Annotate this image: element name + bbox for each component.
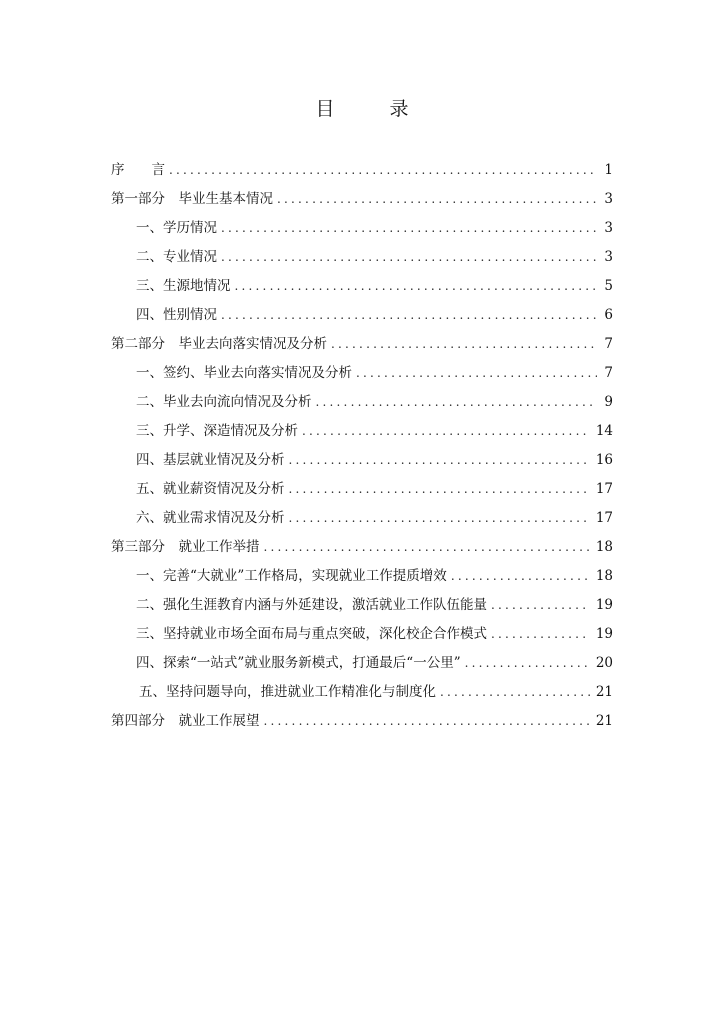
toc-entry-label: 三、升学、深造情况及分析 — [136, 423, 298, 439]
toc-entry[interactable] — [111, 388, 613, 417]
toc-entry-label: 一、学历情况 — [136, 220, 217, 236]
toc-page-number: 21 — [595, 713, 613, 729]
toc-entry-label: 四、基层就业情况及分析 — [136, 452, 285, 468]
toc-entry[interactable] — [111, 475, 613, 504]
toc-entry[interactable] — [111, 591, 613, 620]
toc-entry-label: 二、毕业去向流向情况及分析 — [136, 394, 312, 410]
toc-dot-leader — [277, 185, 597, 214]
toc-page-number: 14 — [595, 423, 613, 439]
toc-page-number: 6 — [604, 307, 613, 323]
toc-dot-leader — [302, 417, 590, 446]
toc-page-number: 19 — [595, 597, 613, 613]
toc-page-number: 1 — [604, 162, 613, 178]
toc-entry-label: 三、生源地情况 — [136, 278, 231, 294]
toc-entry[interactable] — [111, 678, 613, 707]
toc-page-number: 9 — [604, 394, 613, 410]
toc-entry-label: 二、专业情况 — [136, 249, 217, 265]
toc-dot-leader — [451, 562, 590, 591]
toc-page-number: 3 — [604, 191, 613, 207]
toc-entry[interactable] — [111, 214, 613, 243]
toc-entry[interactable] — [111, 533, 613, 562]
toc-entry[interactable] — [111, 243, 613, 272]
toc-entry[interactable] — [111, 330, 613, 359]
toc-list — [111, 156, 613, 736]
toc-page-number: 16 — [595, 452, 613, 468]
toc-page-number: 5 — [604, 278, 613, 294]
toc-entry[interactable] — [111, 620, 613, 649]
toc-entry-label: 一、完善“大就业”工作格局，实现就业工作提质增效 — [136, 568, 447, 584]
toc-page-number: 7 — [604, 365, 613, 381]
toc-entry[interactable] — [111, 272, 613, 301]
toc-entry[interactable] — [111, 562, 613, 591]
toc-entry-label: 五、就业薪资情况及分析 — [136, 481, 285, 497]
toc-dot-leader — [491, 620, 590, 649]
toc-page-number: 3 — [604, 220, 613, 236]
toc-dot-leader — [316, 388, 598, 417]
toc-dot-leader — [440, 678, 590, 707]
toc-entry[interactable] — [111, 649, 613, 678]
toc-entry[interactable] — [111, 707, 613, 736]
toc-entry-label: 二、强化生涯教育内涵与外延建设，激活就业工作队伍能量 — [136, 597, 487, 613]
toc-entry-label: 第二部分 毕业去向落实情况及分析 — [111, 336, 327, 352]
toc-page-number: 17 — [595, 510, 613, 526]
toc-page-number: 18 — [595, 568, 613, 584]
toc-dot-leader — [264, 707, 590, 736]
toc-page-number: 3 — [604, 249, 613, 265]
toc-page-number: 17 — [595, 481, 613, 497]
toc-dot-leader — [289, 504, 590, 533]
toc-page-number: 20 — [595, 655, 613, 671]
toc-entry[interactable] — [111, 301, 613, 330]
toc-entry-label: 五、坚持问题导向，推进就业工作精准化与制度化 — [139, 684, 436, 700]
toc-entry[interactable] — [111, 359, 613, 388]
toc-dot-leader — [289, 475, 590, 504]
toc-entry-label: 六、就业需求情况及分析 — [136, 510, 285, 526]
toc-dot-leader — [264, 533, 590, 562]
toc-page-number: 18 — [595, 539, 613, 555]
toc-dot-leader — [465, 649, 590, 678]
toc-dot-leader — [221, 243, 597, 272]
toc-entry-label: 三、坚持就业市场全面布局与重点突破，深化校企合作模式 — [136, 626, 487, 642]
toc-page-number: 21 — [595, 684, 613, 700]
toc-page-number: 19 — [595, 626, 613, 642]
toc-dot-leader — [169, 156, 597, 185]
toc-entry-label: 序 言 — [111, 162, 165, 178]
toc-entry[interactable] — [111, 156, 613, 185]
toc-entry-label: 一、签约、毕业去向落实情况及分析 — [136, 365, 352, 381]
toc-page-number: 7 — [604, 336, 613, 352]
toc-dot-leader — [289, 446, 590, 475]
toc-entry[interactable] — [111, 446, 613, 475]
toc-entry-label: 第三部分 就业工作举措 — [111, 539, 260, 555]
toc-entry-label: 第四部分 就业工作展望 — [111, 713, 260, 729]
toc-dot-leader — [221, 214, 597, 243]
toc-entry[interactable] — [111, 417, 613, 446]
toc-entry[interactable] — [111, 185, 613, 214]
toc-entry[interactable] — [111, 504, 613, 533]
toc-dot-leader — [235, 272, 598, 301]
toc-dot-leader — [356, 359, 597, 388]
toc-entry-label: 四、探索“一站式”就业服务新模式，打通最后“一公里” — [136, 655, 461, 671]
toc-entry-label: 第一部分 毕业生基本情况 — [111, 191, 273, 207]
toc-dot-leader — [331, 330, 597, 359]
toc-entry-label: 四、性别情况 — [136, 307, 217, 323]
toc-dot-leader — [491, 591, 590, 620]
toc-dot-leader — [221, 301, 597, 330]
toc-title: 目 录 — [315, 98, 427, 120]
